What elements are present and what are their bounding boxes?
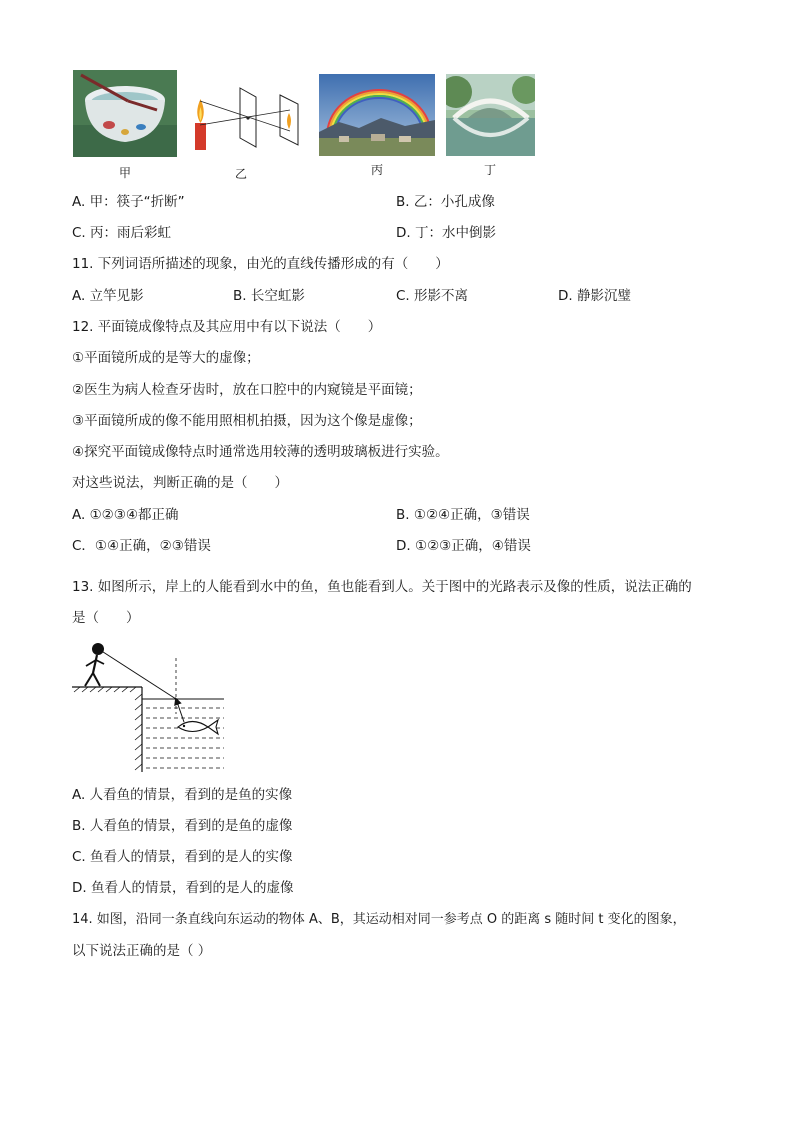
q12-statement-3: ③平面镜所成的像不能用照相机拍摄，因为这个像是虚像； [72,413,422,429]
q12-statement-2: ②医生为病人检查牙齿时，放在口腔中的内窥镜是平面镜； [72,382,422,398]
person-fish-refraction-diagram [70,638,230,774]
q13-option-b[interactable]: B. 人看鱼的情景，看到的是鱼的虚像 [72,818,293,834]
caption-yi: 乙 [234,167,247,181]
bowl-chopstick-photo [73,70,177,157]
q13-stem-line2: 是（ ） [72,610,140,626]
q10-option-a[interactable]: A. 甲：筷子“折断” [72,194,185,210]
q12-statement-1: ①平面镜所成的是等大的虚像； [72,350,260,366]
q12-statement-4: ④探究平面镜成像特点时通常选用较薄的透明玻璃板进行实验。 [72,444,449,460]
q11-option-a[interactable]: A. 立竿见影 [72,288,144,304]
q13-option-d[interactable]: D. 鱼看人的情景，看到的是人的虚像 [72,880,294,896]
q11-stem: 11. 下列词语所描述的现象，由光的直线传播形成的有（ ） [72,256,449,272]
caption-bing: 丙 [370,163,383,177]
pinhole-imaging-diagram [190,83,308,153]
q10-option-d[interactable]: D. 丁：水中倒影 [396,225,496,241]
q12-judge: 对这些说法，判断正确的是（ ） [72,475,288,491]
q12-option-b[interactable]: B. ①②④正确，③错误 [396,507,530,523]
caption-jia: 甲 [118,166,131,180]
q14-stem-line1: 14. 如图，沿同一条直线向东运动的物体 A、B，其运动相对同一参考点 O 的距离 s 随时间 t 变化的图象， [72,912,686,927]
q12-option-d[interactable]: D. ①②③正确，④错误 [396,538,531,554]
q11-option-c[interactable]: C. 形影不离 [396,288,469,304]
q12-option-a[interactable]: A. ①②③④都正确 [72,507,179,523]
q12-option-c[interactable]: C．①④正确，②③错误 [72,538,211,554]
q13-option-c[interactable]: C. 鱼看人的情景，看到的是人的实像 [72,849,293,865]
q11-option-b[interactable]: B. 长空虹影 [233,288,305,304]
q10-option-b[interactable]: B. 乙：小孔成像 [396,194,495,210]
caption-ding: 丁 [483,163,496,177]
q13-option-a[interactable]: A. 人看鱼的情景，看到的是鱼的实像 [72,787,293,803]
q14-stem-line2: 以下说法正确的是（ ） [72,943,212,959]
bridge-reflection-photo [446,74,535,156]
q13-stem-line1: 13. 如图所示，岸上的人能看到水中的鱼，鱼也能看到人。关于图中的光路表示及像的性质，说法正确的 [72,579,692,595]
q12-stem: 12. 平面镜成像特点及其应用中有以下说法（ ） [72,319,382,335]
rainbow-photo [319,74,435,156]
q11-option-d[interactable]: D. 静影沉璧 [558,288,631,304]
q10-option-c[interactable]: C. 丙：雨后彩虹 [72,225,172,241]
